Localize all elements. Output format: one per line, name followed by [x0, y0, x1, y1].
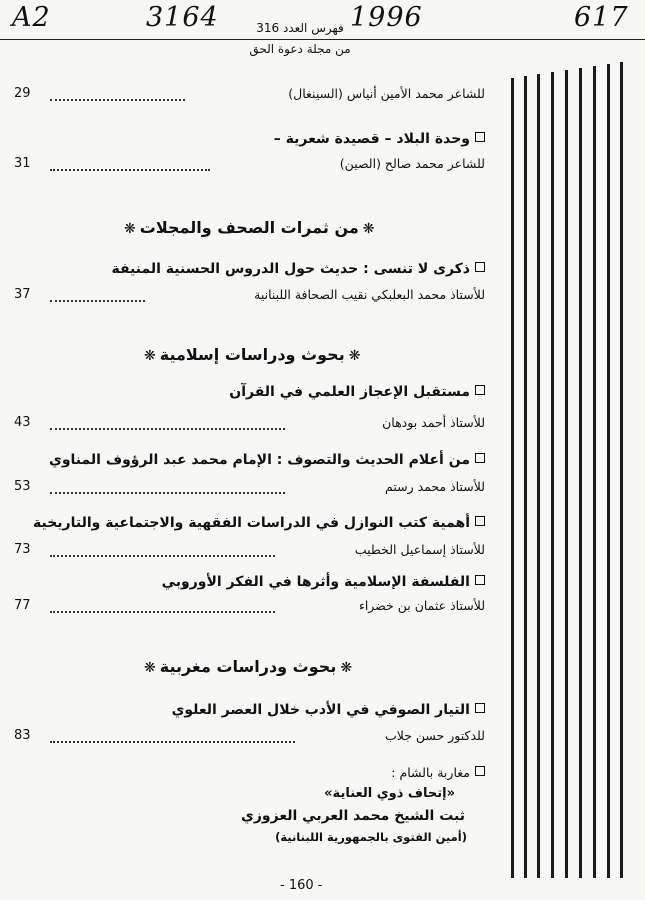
handwritten-code-mid: 3164	[146, 2, 219, 33]
page-ref: 37	[14, 287, 31, 302]
page-ref: 31	[14, 156, 31, 171]
dot-leader	[50, 555, 275, 557]
page-number: - 160 -	[280, 878, 323, 893]
header-magazine: من مجلة دعوة الحق	[249, 42, 351, 56]
checkbox-icon	[475, 453, 485, 463]
section-heading: ❋من ثمرات الصحف والمجلات❋	[124, 218, 375, 237]
entry-author: للأستاذ أحمد بودهان	[382, 415, 485, 430]
checkbox-icon	[475, 703, 485, 713]
entry-author: للشاعر محمد الأمين أنياس (السينغال)	[288, 86, 485, 101]
note-line-1: «إتحاف ذوي العناية»	[324, 786, 455, 801]
page-ref: 53	[14, 479, 31, 494]
entry-author: للدكتور حسن جلاب	[384, 728, 485, 743]
section-heading: ❋بحوث ودراسات إسلامية❋	[144, 345, 361, 364]
page-ref: 43	[14, 415, 31, 430]
note-line-3: (أمين الفتوى بالجمهورية اللبنانية)	[275, 830, 467, 844]
entry-title: ذكرى لا تنسى : حديث حول الدروس الحسنية المنيفة	[111, 261, 485, 277]
dot-leader	[50, 428, 285, 430]
checkbox-icon	[475, 766, 485, 776]
entry-author: للشاعر محمد صالح (الصين)	[339, 156, 485, 171]
handwritten-code-right: 617	[574, 2, 629, 33]
note-line-2: ثبت الشيخ محمد العربي العزوزي	[241, 808, 465, 824]
entry-title: وحدة البلاد – قصيدة شعرية –	[274, 131, 485, 147]
dot-leader	[50, 99, 185, 101]
page-ref: 73	[14, 542, 31, 557]
checkbox-icon	[475, 385, 485, 395]
dot-leader	[50, 169, 210, 171]
dot-leader	[50, 492, 285, 494]
entry-author: للأستاذ محمد البعلبكي نقيب الصحافة اللبنانية	[254, 287, 485, 302]
dot-leader	[50, 300, 145, 302]
note-title: مغاربة بالشام :	[391, 765, 485, 780]
page-ref: 29	[14, 86, 31, 101]
header-issue: فهرس العدد 316	[256, 21, 344, 35]
handwritten-code-left: A2	[12, 2, 51, 33]
checkbox-icon	[475, 262, 485, 272]
entry-title: التيار الصوفي في الأدب خلال العصر العلوي	[172, 702, 485, 718]
entry-title: مستقبل الإعجاز العلمي في القرآن	[229, 384, 485, 400]
checkbox-icon	[475, 132, 485, 142]
page-ref: 77	[14, 598, 31, 613]
header-rule	[0, 39, 645, 40]
section-heading: ❋بحوث ودراسات مغربية❋	[144, 657, 353, 676]
entry-title: أهمية كتب النوازل في الدراسات الفقهية والاجتماعية والتاريخية	[33, 515, 485, 531]
entry-title: الفلسفة الإسلامية وأثرها في الفكر الأوروبي	[162, 574, 485, 590]
checkbox-icon	[475, 575, 485, 585]
entry-author: للأستاذ عثمان بن خضراء	[358, 598, 485, 613]
entry-author: للأستاذ إسماعيل الخطيب	[354, 542, 485, 557]
checkbox-icon	[475, 516, 485, 526]
entry-author: للأستاذ محمد رستم	[385, 479, 485, 494]
handwritten-year: 1996	[350, 2, 423, 33]
entry-title: من أعلام الحديث والتصوف : الإمام محمد عبد الرؤوف المناوي	[49, 452, 485, 468]
page-ref: 83	[14, 728, 31, 743]
dot-leader	[50, 741, 295, 743]
dot-leader	[50, 611, 275, 613]
